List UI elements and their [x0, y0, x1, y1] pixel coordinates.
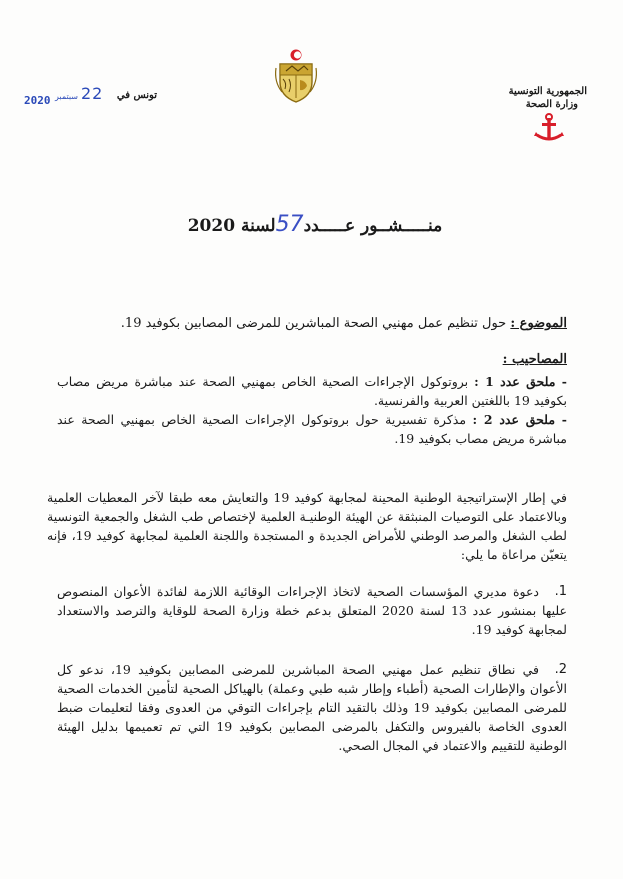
- subject-text: حول تنظيم عمل مهنيي الصحة المباشرين للمرضى المصابين بكوفيد 19.: [120, 316, 507, 331]
- item-text: دعوة مديري المؤسسات الصحية لاتخاذ الإجراءات الوقائية اللازمة لفائدة الأعوان المنصوص عليها بمنشور عدد 13 لسنة 2020 المتعلق بدعم خطة وزارة الصحة للوقاية والترصد والاستعداد لمجابهة كوفيد 19.: [57, 584, 567, 637]
- annex-label: - ملحق عدد 2 :: [472, 412, 567, 427]
- stamp-year: 2020: [24, 94, 51, 107]
- title-prefix: منـــــشــور عـــــدد: [303, 216, 443, 236]
- tunisia-coat-of-arms-icon: [272, 48, 320, 104]
- city-date-label: تونس في: [116, 90, 157, 101]
- annex-text: بروتوكول الإجراءات الصحية الخاص بمهنيي الصحة عند مباشرة مريض مصاب بكوفيد 19 باللغتين العربية والفرنسية.: [57, 374, 567, 408]
- stamp-month: سبتمبر: [55, 92, 78, 101]
- annex-label: - ملحق عدد 1 :: [474, 374, 567, 389]
- annexes-heading: المصاحيب :: [502, 352, 567, 367]
- republic-name: الجمهورية التونسية: [508, 86, 587, 97]
- circular-number: 57: [275, 212, 304, 237]
- annex-text: مذكرة تفسيرية حول بروتوكول الإجراءات الصحية الخاص بمهنيي الصحة عند مباشرة مريض مصاب بكوفيد 19.: [57, 412, 567, 446]
- intro-paragraph: في إطار الإستراتيجية الوطنية المحينة لمجابهة كوفيد 19 والتعايش معه طبقا لآخر المعطيات العلمية وبالاعتماد على التوصيات المنبثقة عن الهيئة الوطنيـة العلمية لإختصاص طب الشغل والجمعية التونسية لطب الشغل والمرصد الوطني للأمراض الجديدة و المستجدة واللجنة العلمية لمجابهة كوفيد 19، فإنه يتعيّن مراعاة ما يلي:: [47, 490, 567, 562]
- subject-label: الموضوع :: [510, 316, 567, 331]
- circular-title: [150, 212, 480, 237]
- subject-line: [47, 316, 567, 331]
- stamp-day: 22: [81, 84, 104, 103]
- ministry-name: وزارة الصحة: [525, 99, 578, 110]
- item-number: 1.: [554, 584, 567, 599]
- annex-item: [57, 410, 567, 448]
- title-suffix: لسنة 2020: [187, 216, 276, 236]
- numbered-item: [57, 582, 567, 639]
- item-text: في نطاق تنظيم عمل مهنيي الصحة المباشرين للمرضى المصابين بكوفيد 19، ندعو كل الأعوان والإطارات الصحية (أطباء وإطار شبه طبي وعملة) بالهياكل الصحية لتأمين الخدمات الصحية للمرضى المصابين بكوفيد 19 وذلك بالتقيد التام بإجراءات التوقي من العدوى وفقا لتعليمات ضبط العدوى الخاصة بالفيروس والتكفل بالمرضى المصابين بكوفيد 19 التي تم تعميمها بدليل الهيئة الوطنية للتقييم والاعتماد في المجال الصحي.: [57, 662, 567, 753]
- item-number: 2.: [554, 662, 567, 677]
- ministry-health-logo-icon: [533, 113, 565, 143]
- annex-item: [57, 372, 567, 410]
- numbered-item: [57, 660, 567, 755]
